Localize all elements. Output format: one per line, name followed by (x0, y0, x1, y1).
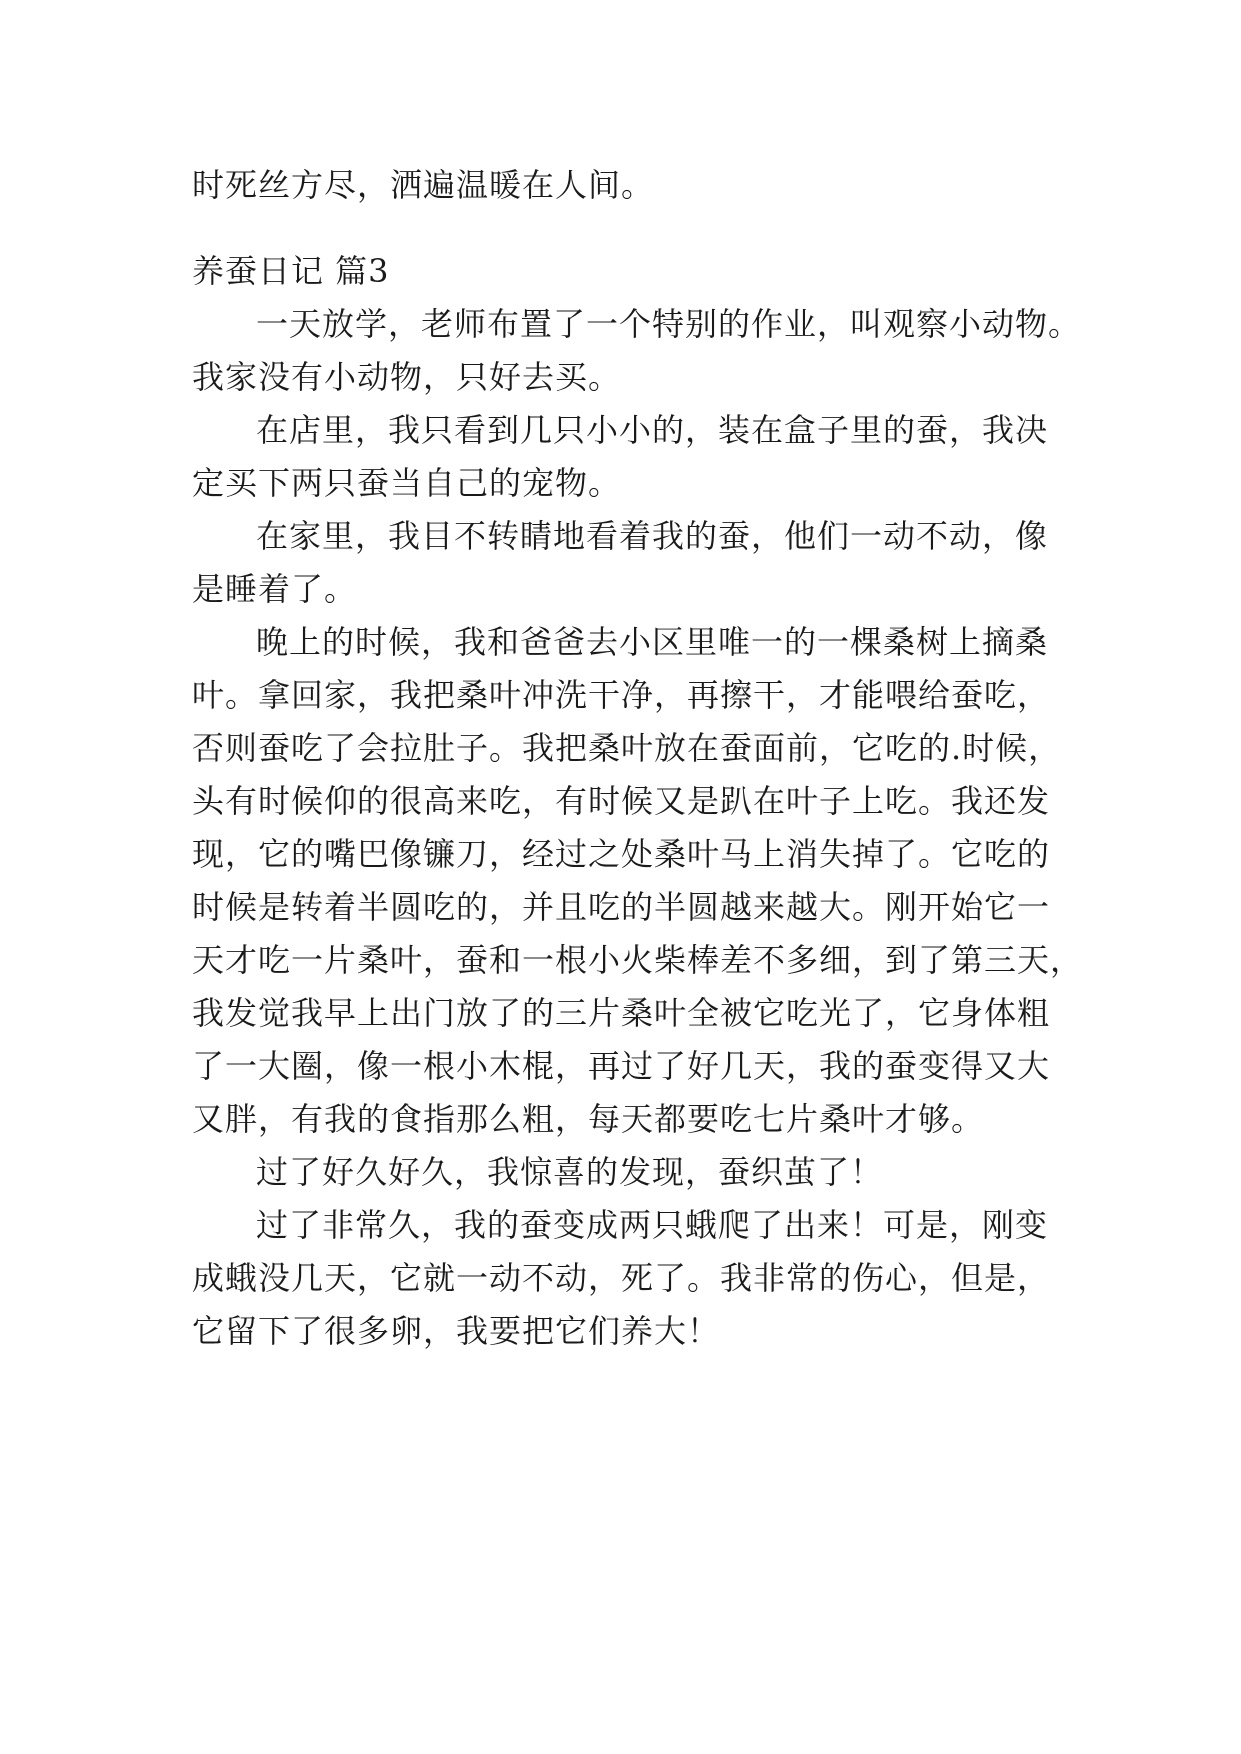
paragraph-6-line-2: 成蛾没几天，它就一动不动，死了。我非常的伤心，但是， (192, 1259, 1051, 1297)
paragraph-4-line-7: 天才吃一片桑叶，蚕和一根小火柴棒差不多细，到了第三天， (192, 941, 1084, 979)
paragraph-5-line-1: 过了好久好久，我惊喜的发现，蚕织茧了！ (256, 1153, 884, 1191)
paragraph-1-line-2: 我家没有小动物，只好去买。 (192, 358, 622, 396)
paragraph-4-line-2: 叶。拿回家，我把桑叶冲洗干净，再擦干，才能喂给蚕吃， (192, 676, 1051, 714)
paragraph-4-line-9: 了一大圈，像一根小木棍，再过了好几天，我的蚕变得又大 (192, 1047, 1051, 1085)
paragraph-6-line-1: 过了非常久，我的蚕变成两只蛾爬了出来！可是，刚变 (256, 1206, 1049, 1244)
paragraph-6-line-3: 它留下了很多卵，我要把它们养大！ (192, 1312, 721, 1350)
paragraph-4-line-10: 又胖，有我的食指那么粗，每天都要吃七片桑叶才够。 (192, 1100, 985, 1138)
paragraph-2-line-2: 定买下两只蚕当自己的宠物。 (192, 464, 622, 502)
paragraph-4-line-3: 否则蚕吃了会拉肚子。我把桑叶放在蚕面前，它吃的.时候， (192, 729, 1062, 767)
section-heading: 养蚕日记 篇3 (192, 252, 390, 290)
paragraph-4-line-1: 晚上的时候，我和爸爸去小区里唯一的一棵桑树上摘桑 (256, 623, 1049, 661)
paragraph-4-line-5: 现，它的嘴巴像镰刀，经过之处桑叶马上消失掉了。它吃的 (192, 835, 1051, 873)
text-line-poem-end: 时死丝方尽，洒遍温暖在人间。 (192, 166, 655, 204)
paragraph-4-line-8: 我发觉我早上出门放了的三片桑叶全被它吃光了，它身体粗 (192, 994, 1051, 1032)
paragraph-3-line-2: 是睡着了。 (192, 570, 358, 608)
paragraph-2-line-1: 在店里，我只看到几只小小的，装在盒子里的蚕，我决 (256, 411, 1049, 449)
paragraph-4-line-6: 时候是转着半圆吃的，并且吃的半圆越来越大。刚开始它一 (192, 888, 1051, 926)
paragraph-1-line-1: 一天放学，老师布置了一个特别的作业，叫观察小动物。 (256, 305, 1082, 343)
paragraph-3-line-1: 在家里，我目不转睛地看着我的蚕，他们一动不动，像 (256, 517, 1049, 555)
paragraph-4-line-4: 头有时候仰的很高来吃，有时候又是趴在叶子上吃。我还发 (192, 782, 1051, 820)
